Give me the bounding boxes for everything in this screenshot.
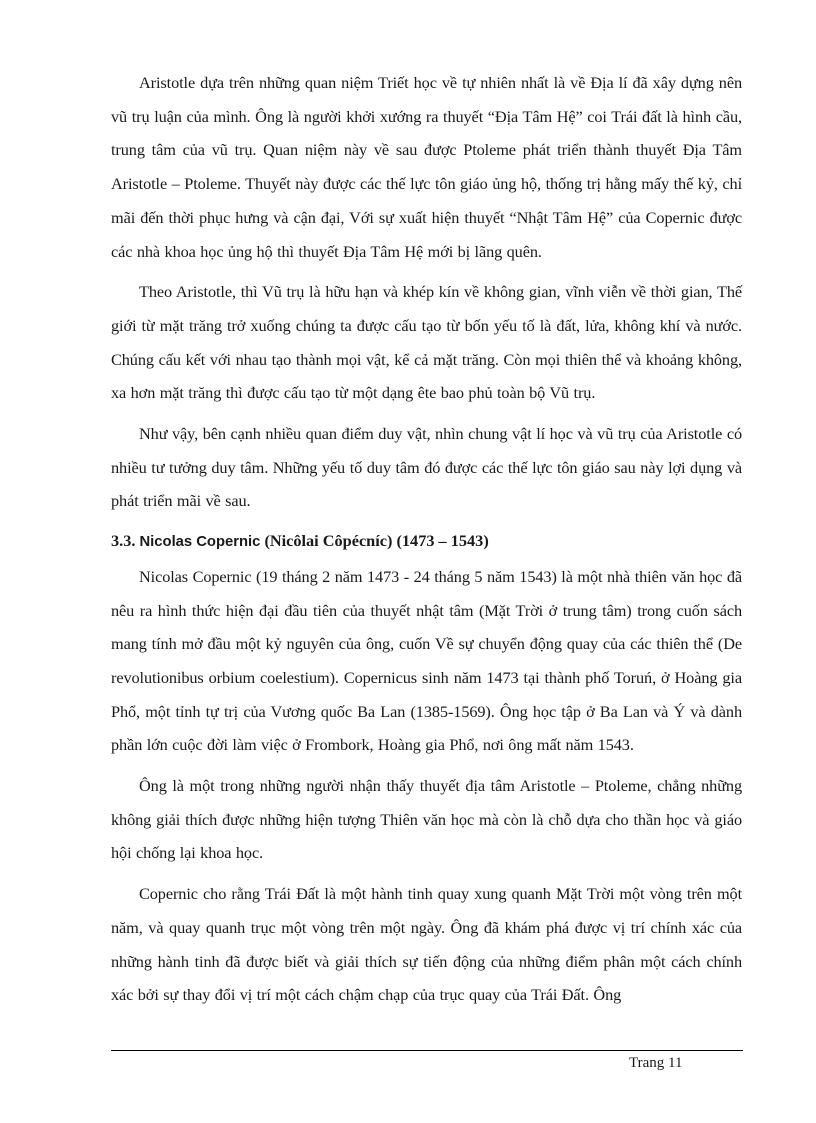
section-number: 3.3. bbox=[111, 531, 136, 551]
section-years: (1473 – 1543) bbox=[396, 531, 489, 551]
section-latin-name: Nicolas Copernic bbox=[139, 534, 261, 551]
paragraph-aristotle-cosmology: Aristotle dựa trên những quan niệm Triết học về tự nhiên nhất là về Địa lí đã xây dựng nên vũ trụ luận của mình. Ông là người khởi xướng ra thuyết “Địa Tâm Hệ” coi Trái đất là hình cầu, trung tâm của vũ trụ. Quan niệm này về sau được Ptoleme phát triển thành thuyết Địa Tâm Aristotle – Ptoleme. Thuyết này được các thế lực tôn giáo ủng hộ, thống trị hằng mấy thế kỷ, chỉ mãi đến thời phục hưng và cận đại, Với sự xuất hiện thuyết “Nhật Tâm Hệ” của Copernic được các nhà khoa học ủng hộ thì thuyết Địa Tâm Hệ mới bị lãng quên. bbox=[111, 73, 742, 261]
paragraph-copernic-critique: Ông là một trong những người nhận thấy thuyết địa tâm Aristotle – Ptoleme, chẳng những không giải thích được những hiện tượng Thiên văn học mà còn là chỗ dựa cho thần học và giáo hội chống lại khoa học. bbox=[111, 776, 742, 863]
paragraph-copernic-bio: Nicolas Copernic (19 tháng 2 năm 1473 - 24 tháng 5 năm 1543) là một nhà thiên văn học đã nêu ra hình thức hiện đại đầu tiên của thuyết nhật tâm (Mặt Trời ở trung tâm) trong cuốn sách mang tính mở đầu một kỷ nguyên của ông, cuốn Về sự chuyển động quay của các thiên thể (De revolutionibus orbium coelestium). Copernicus sinh năm 1473 tại thành phố Toruń, ở Hoàng gia Phổ, một tỉnh tự trị của Vương quốc Ba Lan (1385-1569). Ông học tập ở Ba Lan và Ý và dành phần lớn cuộc đời làm việc ở Frombork, Hoàng gia Phổ, nơi ông mất năm 1543. bbox=[111, 566, 742, 755]
paragraph-aristotle-idealism: Như vậy, bên cạnh nhiều quan điểm duy vật, nhìn chung vật lí học và vũ trụ của Aristotle có nhiều tư tưởng duy tâm. Những yếu tố duy tâm đó được các thế lực tôn giáo sau này lợi dụng và phát triển mãi về sau. bbox=[111, 424, 742, 511]
section-vietnamese-name: (Nicôlai Côpécníc) bbox=[264, 531, 393, 551]
paragraph-copernic-heliocentrism: Copernic cho rằng Trái Đất là một hành tinh quay xung quanh Mặt Trời một vòng trên một năm, và quay quanh trục một vòng trên một ngày. Ông đã khám phá được vị trí chính xác của những hành tinh đã được biết và giải thích sự tiến động của những điểm phân một cách chính xác bởi sự thay đổi vị trí một cách chậm chạp của trục quay của Trái Đất. Ông bbox=[111, 884, 742, 1005]
document-body bbox=[111, 66, 742, 1012]
paragraph-aristotle-universe: Theo Aristotle, thì Vũ trụ là hữu hạn và khép kín về không gian, vĩnh viễn về thời gian, Thế giới từ mặt trăng trở xuống chúng ta được cấu tạo từ bốn yếu tố là đất, lửa, không khí và nước. Chúng cấu kết với nhau tạo thành mọi vật, kể cả mặt trăng. Còn mọi thiên thể và khoảng không, xa hơn mặt trăng thì được cấu tạo từ một dạng ête bao phủ toàn bộ Vũ trụ. bbox=[111, 282, 742, 403]
footer-divider bbox=[111, 1050, 743, 1051]
page-number: Trang 11 bbox=[629, 1055, 683, 1071]
section-heading-copernic bbox=[111, 524, 742, 560]
